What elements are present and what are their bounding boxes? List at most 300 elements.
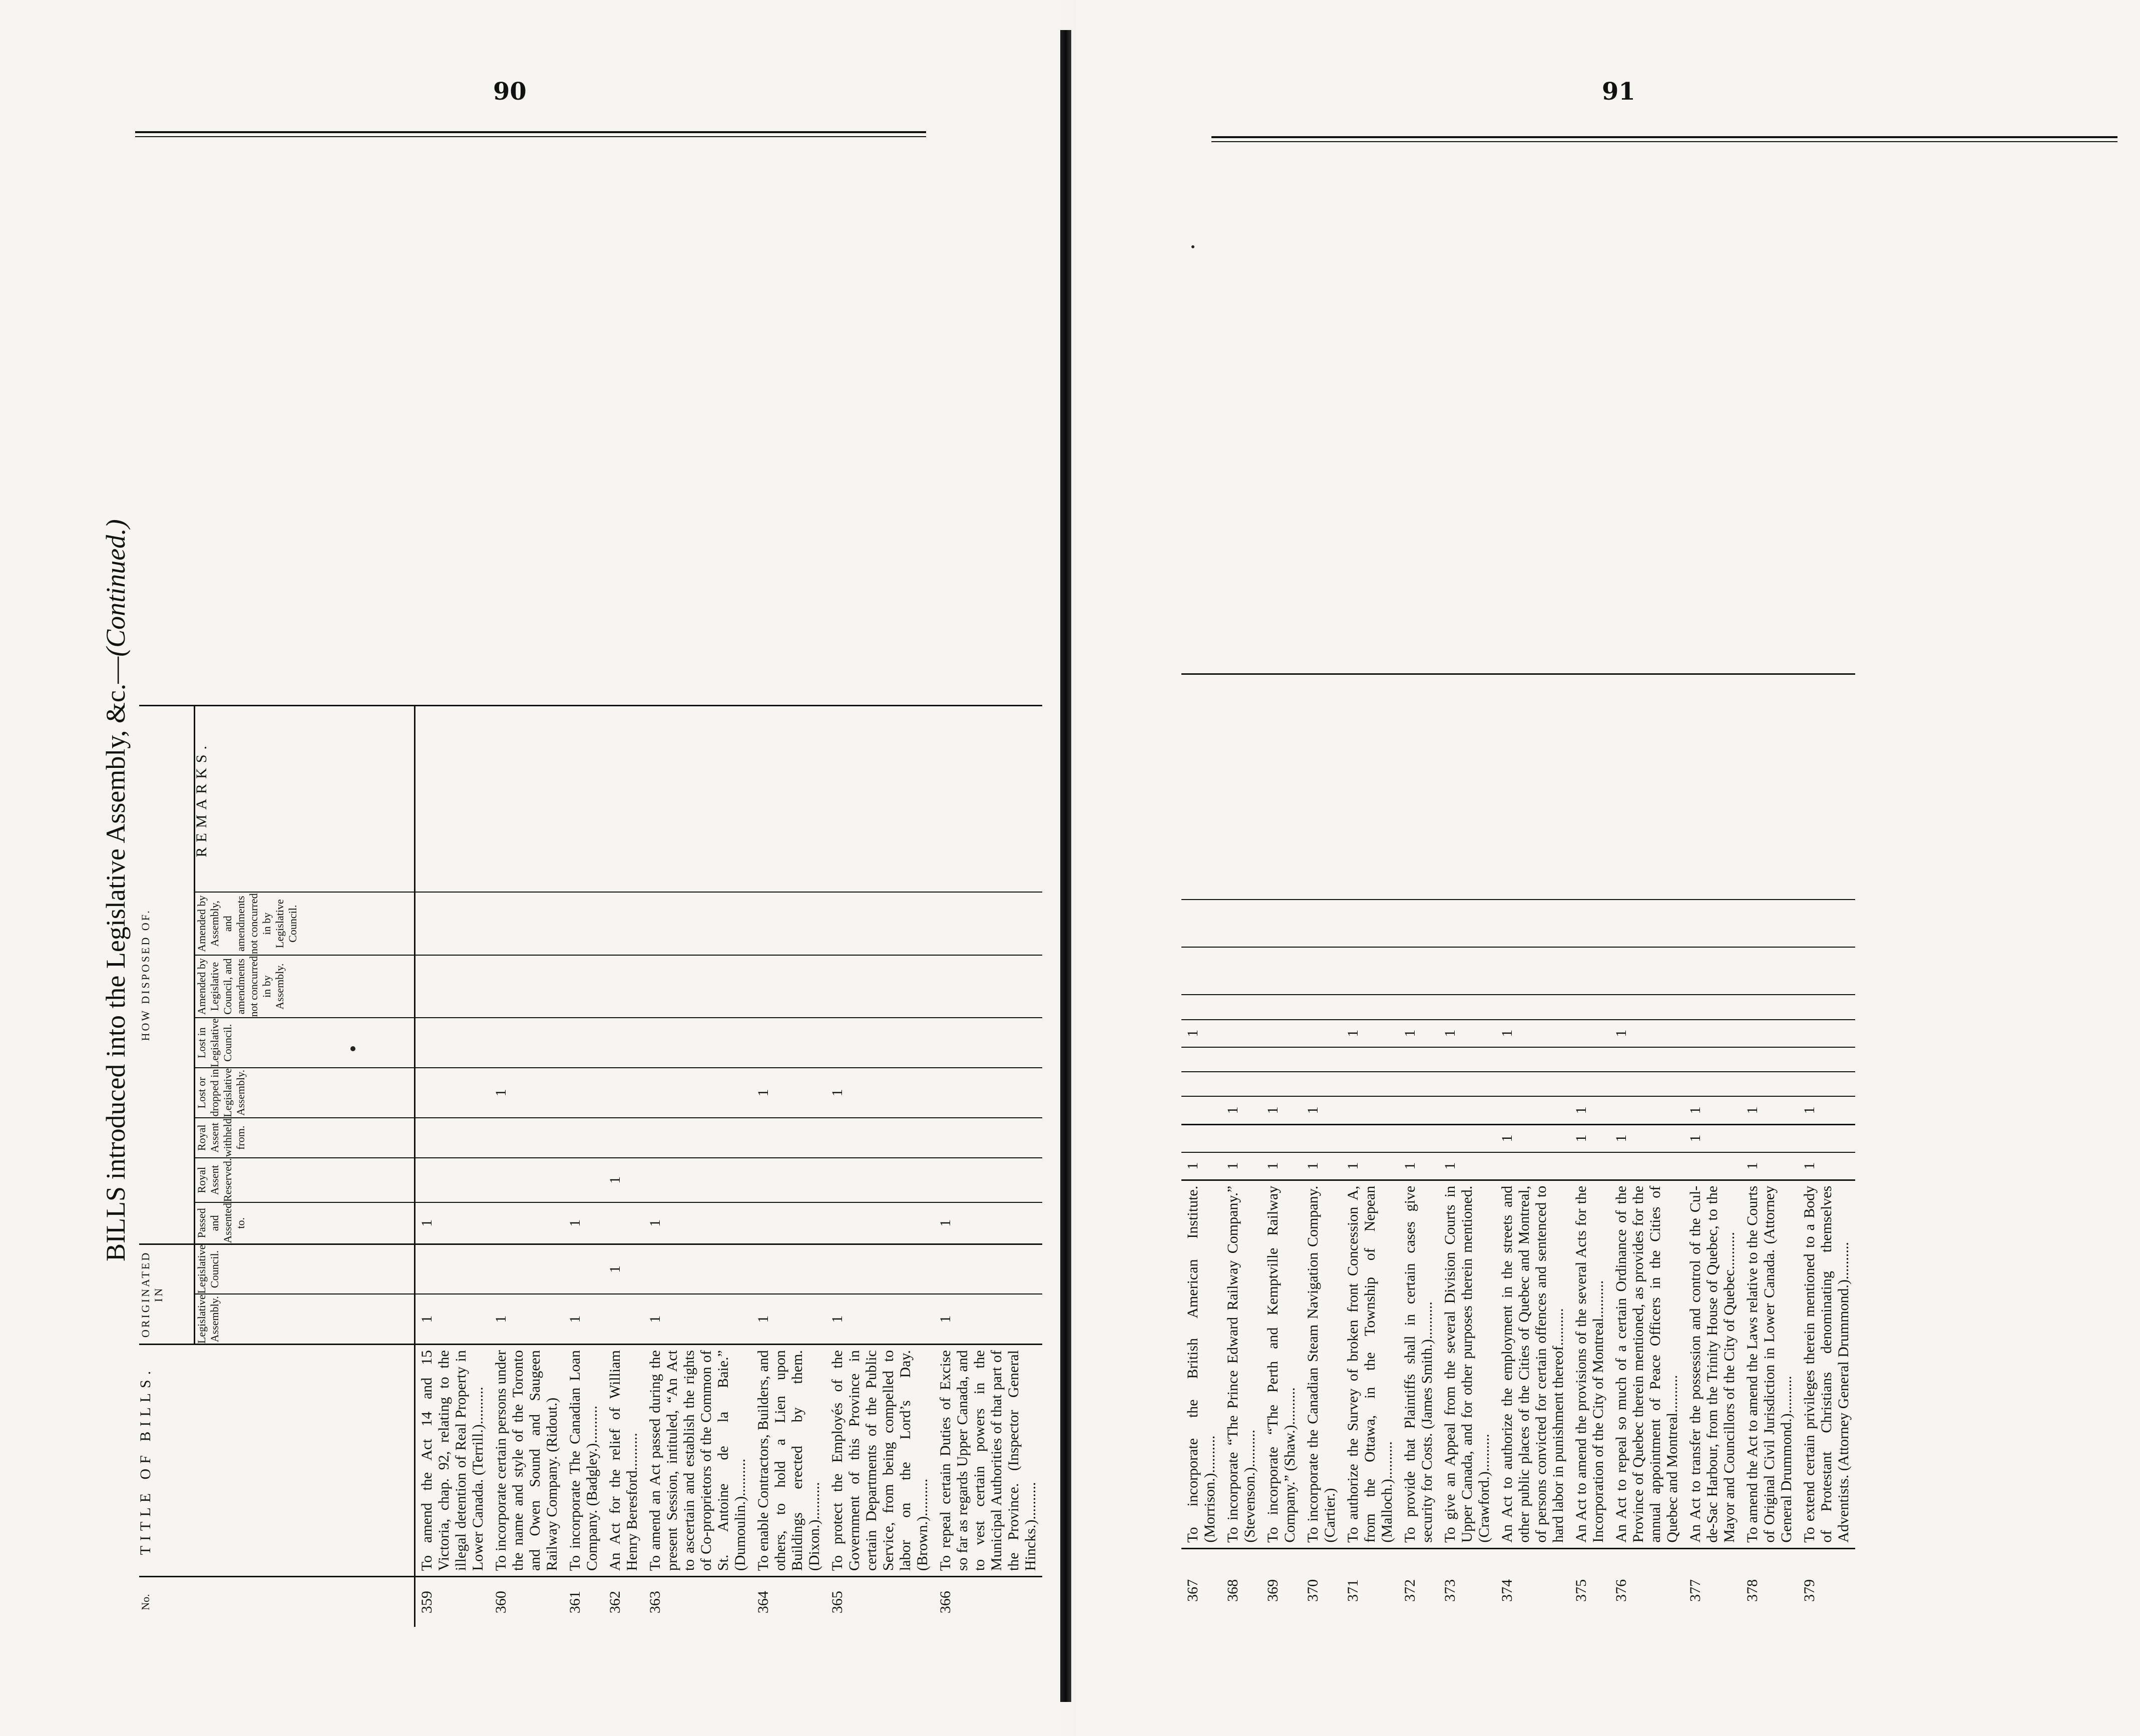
tally-lc xyxy=(934,1244,1042,1294)
bill-number: 366 xyxy=(934,1577,1042,1627)
table-row xyxy=(752,706,826,1627)
tally-reserved xyxy=(1221,1072,1261,1096)
tally-lc xyxy=(1221,1124,1261,1152)
tally-am-lc xyxy=(1439,947,1496,995)
tally-am-la xyxy=(1181,900,1221,947)
page-number-right: 91 xyxy=(1602,78,1635,106)
tally-am-la xyxy=(414,892,490,955)
bill-title: To protect the Employés of the Government of this Province in certain Departments of the Public Service, from being compelled to labor on the Lord’s Day. (Brown.).......... xyxy=(826,1345,934,1577)
tally-lost-lc xyxy=(1610,995,1684,1019)
tally-am-lc xyxy=(1741,947,1798,995)
tally-lc: 1 xyxy=(1610,1124,1684,1152)
tally-lost-la xyxy=(564,1068,604,1118)
ink-speck xyxy=(350,1046,355,1051)
tally-withheld xyxy=(1399,1047,1439,1072)
bill-number: 365 xyxy=(826,1577,934,1627)
bill-number: 360 xyxy=(490,1577,564,1627)
bill-title: An Act to authorize the employment in the streets and other public places of the Cities of Quebec and Montreal, of persons convicted for certain offences and sentenced to hard labor in punishment thereof.......... xyxy=(1496,1180,1570,1548)
tally-la xyxy=(1570,1152,1610,1180)
bill-title: To provide that Plaintiffs shall in certain cases give security for Costs. (James Smith.).......... xyxy=(1399,1180,1439,1548)
table-row xyxy=(490,706,564,1627)
tally-lost-la xyxy=(934,1068,1042,1118)
tally-reserved xyxy=(826,1158,934,1202)
tally-passed: 1 xyxy=(1570,1096,1610,1124)
bill-title: To incorporate “The Perth and Kemptville Railway Company.” (Shaw.).......... xyxy=(1261,1180,1302,1548)
tally-lost-lc xyxy=(1181,995,1221,1019)
bill-number: 364 xyxy=(752,1577,826,1627)
bill-title: To incorporate The Canadian Loan Company. (Badgley.).......... xyxy=(564,1345,604,1577)
bill-title: To repeal certain Duties of Excise so far as regards Upper Canada, and to vest certain powers in the Municipal Authorities of that part of the Province. (Inspector General Hincks.).......... xyxy=(934,1345,1042,1577)
tally-lost-lc xyxy=(604,1018,644,1068)
top-rule-left xyxy=(135,131,926,137)
tally-reserved xyxy=(1399,1072,1439,1096)
tally-lost-la xyxy=(604,1068,644,1118)
bill-number: 368 xyxy=(1221,1548,1261,1632)
tally-lost-la xyxy=(1684,1020,1741,1047)
tally-am-la xyxy=(934,892,1042,955)
tally-lc: 1 xyxy=(1570,1124,1610,1152)
tally-lost-lc xyxy=(564,1018,604,1068)
tally-la xyxy=(1684,1152,1741,1180)
table-row xyxy=(1741,674,1798,1632)
tally-lost-la xyxy=(1798,1020,1855,1047)
tally-lost-la xyxy=(1570,1020,1610,1047)
bill-title: To enable Contractors, Builders, and others, to hold a Lien upon Buildings erected by them. (Dixon.).......... xyxy=(752,1345,826,1577)
tally-lost-la xyxy=(1302,1020,1342,1047)
tally-lc xyxy=(1302,1124,1342,1152)
header-withheld: Royal Assent withheld from. xyxy=(194,1118,414,1158)
tally-lost-la: 1 xyxy=(1610,1020,1684,1047)
tally-la: 1 xyxy=(1181,1152,1221,1180)
bills-table-left xyxy=(139,705,1042,1627)
tally-lc xyxy=(414,1244,490,1294)
tally-lc xyxy=(1439,1124,1496,1152)
tally-am-lc xyxy=(1399,947,1439,995)
tally-am-lc xyxy=(1342,947,1399,995)
table-row xyxy=(1261,674,1302,1632)
tally-la xyxy=(1496,1152,1570,1180)
tally-lost-la: 1 xyxy=(1342,1020,1399,1047)
tally-withheld xyxy=(490,1118,564,1158)
table-row xyxy=(1181,674,1221,1632)
bill-title: An Act to repeal so much of a certain Ordinance of the Province of Quebec therein mentioned, as provides for the annual appointment of Peace Officers in the Cities of Quebec and Montreal.......... xyxy=(1610,1180,1684,1548)
bills-table xyxy=(139,705,1042,1627)
table-row xyxy=(1570,674,1610,1632)
bill-number: 373 xyxy=(1439,1548,1496,1632)
tally-reserved xyxy=(1496,1072,1570,1096)
header-remarks: REMARKS. xyxy=(194,706,414,893)
header-orig-council: Legislative Council. xyxy=(194,1244,414,1294)
tally-lost-la xyxy=(644,1068,752,1118)
tally-la: 1 xyxy=(1221,1152,1261,1180)
remarks-cell xyxy=(1570,674,1610,900)
bill-number: 374 xyxy=(1496,1548,1570,1632)
bill-number: 361 xyxy=(564,1577,604,1627)
tally-am-lc xyxy=(414,955,490,1018)
tally-reserved xyxy=(564,1158,604,1202)
remarks-cell xyxy=(934,706,1042,893)
remarks-cell xyxy=(1741,674,1798,900)
remarks-cell xyxy=(644,706,752,893)
tally-am-la xyxy=(1798,900,1855,947)
tally-passed xyxy=(1496,1096,1570,1124)
tally-lc xyxy=(1342,1124,1399,1152)
tally-la: 1 xyxy=(490,1294,564,1344)
header-no: No. xyxy=(139,1577,414,1627)
remarks-cell xyxy=(414,706,490,893)
remarks-cell xyxy=(490,706,564,893)
tally-am-la xyxy=(1684,900,1741,947)
tally-lost-la: 1 xyxy=(1181,1020,1221,1047)
bill-number: 359 xyxy=(414,1577,490,1627)
bill-title: An Act to transfer the possession and control of the Cul-de-Sac Harbour, from the Trinity House of Quebec, to the Mayor and Councillors of the City of Quebec.......... xyxy=(1684,1180,1741,1548)
table-row xyxy=(1684,674,1741,1632)
bill-title: To authorize the Survey of broken front Concession A, from the Ottawa, in the Township of Nepean (Malloch.).......... xyxy=(1342,1180,1399,1548)
remarks-cell xyxy=(1610,674,1684,900)
tally-lost-lc xyxy=(644,1018,752,1068)
tally-la: 1 xyxy=(564,1294,604,1344)
tally-lost-la xyxy=(1261,1020,1302,1047)
header-lost-council: Lost in Legislative Council. xyxy=(194,1018,414,1068)
table-row xyxy=(1439,674,1496,1632)
tally-am-lc xyxy=(1496,947,1570,995)
header-title: TITLE OF BILLS. xyxy=(139,1345,414,1577)
table-row xyxy=(1302,674,1342,1632)
tally-am-lc xyxy=(644,955,752,1018)
tally-am-la xyxy=(1221,900,1261,947)
tally-am-lc xyxy=(490,955,564,1018)
tally-am-lc xyxy=(564,955,604,1018)
tally-lc: 1 xyxy=(1684,1124,1741,1152)
tally-la: 1 xyxy=(826,1294,934,1344)
tally-reserved xyxy=(1439,1072,1496,1096)
table-row xyxy=(1798,674,1855,1632)
bill-title: To extend certain privileges therein mentioned to a Body of Protestant Christians denominating themselves Adventists. (Attorney General Drummond.).......... xyxy=(1798,1180,1855,1548)
tally-la: 1 xyxy=(752,1294,826,1344)
header-lost-assembly: Lost or dropped in Legislative Assembly. xyxy=(194,1068,414,1118)
tally-lc xyxy=(1399,1124,1439,1152)
tally-am-la xyxy=(1399,900,1439,947)
tally-am-la xyxy=(644,892,752,955)
tally-withheld xyxy=(644,1118,752,1158)
tally-withheld xyxy=(414,1118,490,1158)
tally-reserved xyxy=(934,1158,1042,1202)
tally-passed: 1 xyxy=(1798,1096,1855,1124)
bill-number: 375 xyxy=(1570,1548,1610,1632)
bill-number: 378 xyxy=(1741,1548,1798,1632)
tally-am-la xyxy=(1570,900,1610,947)
header-amended-assembly: Amended by Assembly, and amendments not concurred in by Legislative Council. xyxy=(194,892,414,955)
tally-lost-la: 1 xyxy=(1496,1020,1570,1047)
header-reserved: Royal Assent Reserved. xyxy=(194,1158,414,1202)
tally-reserved xyxy=(1741,1072,1798,1096)
bill-title: To amend the Act to amend the Laws relative to the Courts of Original Civil Jurisdiction in Lower Canada. (Attorney General Drummond.).......... xyxy=(1741,1180,1798,1548)
tally-passed xyxy=(1181,1096,1221,1124)
tally-am-lc xyxy=(1261,947,1302,995)
top-rule-right xyxy=(1211,136,2117,142)
bill-title: To amend the Act 14 and 15 Victoria, chap. 92, relating to the illegal detention of Real Property in Lower Canada. (Terrill.).......... xyxy=(414,1345,490,1577)
remarks-cell xyxy=(1261,674,1302,900)
tally-am-lc xyxy=(1181,947,1221,995)
bill-title: To incorporate “The Prince Edward Railway Company.” (Stevenson.).......... xyxy=(1221,1180,1261,1548)
remarks-cell xyxy=(826,706,934,893)
bill-number: 379 xyxy=(1798,1548,1855,1632)
tally-lost-la: 1 xyxy=(826,1068,934,1118)
tally-lost-lc xyxy=(1221,995,1261,1019)
ink-speck xyxy=(1191,245,1194,248)
bill-number: 376 xyxy=(1610,1548,1684,1632)
tally-am-la xyxy=(826,892,934,955)
remarks-cell xyxy=(564,706,604,893)
table-row xyxy=(1610,674,1684,1632)
remarks-cell xyxy=(1439,674,1496,900)
table-row xyxy=(604,706,644,1627)
table-row xyxy=(564,706,604,1627)
tally-am-lc xyxy=(934,955,1042,1018)
tally-withheld xyxy=(604,1118,644,1158)
tally-lost-lc xyxy=(752,1018,826,1068)
tally-am-lc xyxy=(1684,947,1741,995)
left-page xyxy=(0,0,1061,1736)
tally-lost-lc xyxy=(414,1018,490,1068)
tally-reserved xyxy=(752,1158,826,1202)
bill-number: 372 xyxy=(1399,1548,1439,1632)
tally-la xyxy=(1610,1152,1684,1180)
tally-la: 1 xyxy=(934,1294,1042,1344)
bill-title: An Act for the relief of William Henry Beresford.......... xyxy=(604,1345,644,1577)
tally-withheld xyxy=(826,1118,934,1158)
tally-am-lc xyxy=(1570,947,1610,995)
table-body-right xyxy=(1181,674,1855,1632)
header-how-disposed: HOW DISPOSED OF. xyxy=(139,706,194,1244)
right-page xyxy=(1076,0,2140,1736)
tally-withheld xyxy=(1570,1047,1610,1072)
tally-withheld xyxy=(1302,1047,1342,1072)
tally-lost-lc xyxy=(1798,995,1855,1019)
tally-lost-lc xyxy=(1496,995,1570,1019)
tally-am-la xyxy=(1439,900,1496,947)
bill-title: To incorporate the British American Institute. (Morrison.).......... xyxy=(1181,1180,1221,1548)
tally-la xyxy=(604,1294,644,1344)
tally-passed xyxy=(826,1202,934,1244)
table-row xyxy=(934,706,1042,1627)
bill-title: To incorporate certain persons under the name and style of the Toronto and Owen Sound and Saugeen Railway Company. (Ridout.) xyxy=(490,1345,564,1577)
tally-reserved xyxy=(1610,1072,1684,1096)
tally-am-lc xyxy=(1302,947,1342,995)
tally-withheld xyxy=(1221,1047,1261,1072)
tally-withheld xyxy=(1181,1047,1221,1072)
book-gutter xyxy=(1060,30,1071,1702)
tally-passed: 1 xyxy=(1741,1096,1798,1124)
tally-am-lc xyxy=(1610,947,1684,995)
tally-lost-lc xyxy=(1741,995,1798,1019)
tally-lost-lc xyxy=(490,1018,564,1068)
tally-lc xyxy=(564,1244,604,1294)
remarks-cell xyxy=(1496,674,1570,900)
tally-lost-lc xyxy=(934,1018,1042,1068)
tally-reserved xyxy=(1302,1072,1342,1096)
tally-lc xyxy=(1741,1124,1798,1152)
bill-number: 367 xyxy=(1181,1548,1221,1632)
tally-passed xyxy=(490,1202,564,1244)
bill-number: 363 xyxy=(644,1577,752,1627)
tally-am-la xyxy=(1741,900,1798,947)
tally-lost-lc xyxy=(826,1018,934,1068)
tally-lc xyxy=(1798,1124,1855,1152)
bill-number: 370 xyxy=(1302,1548,1342,1632)
tally-passed xyxy=(1439,1096,1496,1124)
tally-lc xyxy=(644,1244,752,1294)
table-row xyxy=(826,706,934,1627)
remarks-cell xyxy=(1221,674,1261,900)
remarks-cell xyxy=(1181,674,1221,900)
tally-lc: 1 xyxy=(1496,1124,1570,1152)
tally-lc xyxy=(752,1244,826,1294)
tally-lost-lc xyxy=(1342,995,1399,1019)
tally-reserved xyxy=(1570,1072,1610,1096)
bill-title: An Act to amend the provisions of the several Acts for the Incorporation of the City of Montreal.......... xyxy=(1570,1180,1610,1548)
page-number-left: 90 xyxy=(493,78,527,106)
remarks-cell xyxy=(1399,674,1439,900)
tally-withheld xyxy=(1798,1047,1855,1072)
bill-title: To amend an Act passed during the present Session, intituled, “An Act to ascertain and establish the rights of Co-proprietors of the Common of St. Antoine de la Baie.” (Dumoulin.).......... xyxy=(644,1345,752,1577)
tally-withheld xyxy=(1439,1047,1496,1072)
header-passed: Passed and Assented to. xyxy=(194,1202,414,1244)
tally-withheld xyxy=(752,1118,826,1158)
table-row xyxy=(1342,674,1399,1632)
tally-am-lc xyxy=(1798,947,1855,995)
remarks-cell xyxy=(1798,674,1855,900)
tally-lc xyxy=(826,1244,934,1294)
caption-continued: (Continued.) xyxy=(101,519,131,657)
tally-lost-lc xyxy=(1302,995,1342,1019)
tally-am-lc xyxy=(752,955,826,1018)
tally-lc xyxy=(490,1244,564,1294)
bills-table-right xyxy=(1181,673,1855,1632)
bill-number: 371 xyxy=(1342,1548,1399,1632)
bill-number: 362 xyxy=(604,1577,644,1627)
header-originated: ORIGINATED IN xyxy=(139,1244,194,1345)
tally-lost-la xyxy=(414,1068,490,1118)
tally-am-la xyxy=(752,892,826,955)
tally-am-la xyxy=(564,892,604,955)
tally-passed: 1 xyxy=(1302,1096,1342,1124)
tally-withheld xyxy=(1684,1047,1741,1072)
tally-lost-lc xyxy=(1261,995,1302,1019)
table-row xyxy=(414,706,490,1627)
tally-am-la xyxy=(1302,900,1342,947)
tally-am-la xyxy=(490,892,564,955)
remarks-cell xyxy=(1684,674,1741,900)
tally-lc: 1 xyxy=(604,1244,644,1294)
caption-text: BILLS introduced into the Legislative Assembly, &c.— xyxy=(101,656,131,1261)
tally-withheld xyxy=(1741,1047,1798,1072)
tally-lc xyxy=(1261,1124,1302,1152)
remarks-cell xyxy=(604,706,644,893)
tally-am-la xyxy=(604,892,644,955)
tally-am-lc xyxy=(826,955,934,1018)
tally-passed: 1 xyxy=(934,1202,1042,1244)
tally-passed: 1 xyxy=(564,1202,604,1244)
tally-withheld xyxy=(1342,1047,1399,1072)
tally-reserved: 1 xyxy=(604,1158,644,1202)
table-row xyxy=(1399,674,1439,1632)
tally-am-lc xyxy=(604,955,644,1018)
tally-lost-la xyxy=(1741,1020,1798,1047)
tally-withheld xyxy=(564,1118,604,1158)
tally-am-la xyxy=(1261,900,1302,947)
tally-reserved xyxy=(1181,1072,1221,1096)
tally-reserved xyxy=(1261,1072,1302,1096)
tally-am-lc xyxy=(1221,947,1261,995)
table-row xyxy=(1496,674,1570,1632)
bill-number: 377 xyxy=(1684,1548,1741,1632)
tally-passed: 1 xyxy=(1221,1096,1261,1124)
bill-number: 369 xyxy=(1261,1548,1302,1632)
tally-withheld xyxy=(1496,1047,1570,1072)
tally-la: 1 xyxy=(1261,1152,1302,1180)
tally-lost-lc xyxy=(1399,995,1439,1019)
remarks-cell xyxy=(1342,674,1399,900)
table-body-left xyxy=(414,706,1042,1627)
tally-am-la xyxy=(1496,900,1570,947)
tally-reserved xyxy=(644,1158,752,1202)
tally-reserved xyxy=(490,1158,564,1202)
tally-lost-lc xyxy=(1684,995,1741,1019)
tally-passed: 1 xyxy=(644,1202,752,1244)
tally-la: 1 xyxy=(1741,1152,1798,1180)
tally-lost-la: 1 xyxy=(490,1068,564,1118)
remarks-cell xyxy=(752,706,826,893)
remarks-cell xyxy=(1302,674,1342,900)
tally-passed: 1 xyxy=(1261,1096,1302,1124)
tally-reserved xyxy=(1342,1072,1399,1096)
tally-lost-lc xyxy=(1570,995,1610,1019)
tally-la: 1 xyxy=(1302,1152,1342,1180)
tally-lost-la: 1 xyxy=(1399,1020,1439,1047)
tally-la: 1 xyxy=(1798,1152,1855,1180)
table-row xyxy=(1221,674,1261,1632)
tally-reserved xyxy=(414,1158,490,1202)
tally-lost-lc xyxy=(1439,995,1496,1019)
tally-withheld xyxy=(934,1118,1042,1158)
tally-passed xyxy=(604,1202,644,1244)
tally-am-la xyxy=(1610,900,1684,947)
tally-lost-la: 1 xyxy=(1439,1020,1496,1047)
tally-passed xyxy=(1610,1096,1684,1124)
page-caption xyxy=(100,519,131,1261)
bill-title: To incorporate the Canadian Steam Navigation Company. (Cartier.) xyxy=(1302,1180,1342,1548)
tally-passed: 1 xyxy=(414,1202,490,1244)
header-amended-council: Amended by Legislative Council, and amendments not concurred in by Assembly. xyxy=(194,955,414,1018)
tally-lost-la xyxy=(1221,1020,1261,1047)
bill-title: To give an Appeal from the several Division Courts in Upper Canada, and for other purposes therein mentioned. (Crawford.).......... xyxy=(1439,1180,1496,1548)
tally-la: 1 xyxy=(1342,1152,1399,1180)
tally-la: 1 xyxy=(644,1294,752,1344)
tally-la: 1 xyxy=(1399,1152,1439,1180)
tally-reserved xyxy=(1684,1072,1741,1096)
tally-withheld xyxy=(1610,1047,1684,1072)
header-orig-assembly: Legislative Assembly. xyxy=(194,1294,414,1344)
tally-withheld xyxy=(1261,1047,1302,1072)
tally-passed xyxy=(1399,1096,1439,1124)
table-row xyxy=(644,706,752,1627)
tally-passed xyxy=(752,1202,826,1244)
tally-reserved xyxy=(1798,1072,1855,1096)
tally-passed xyxy=(1342,1096,1399,1124)
tally-am-la xyxy=(1342,900,1399,947)
tally-la: 1 xyxy=(1439,1152,1496,1180)
